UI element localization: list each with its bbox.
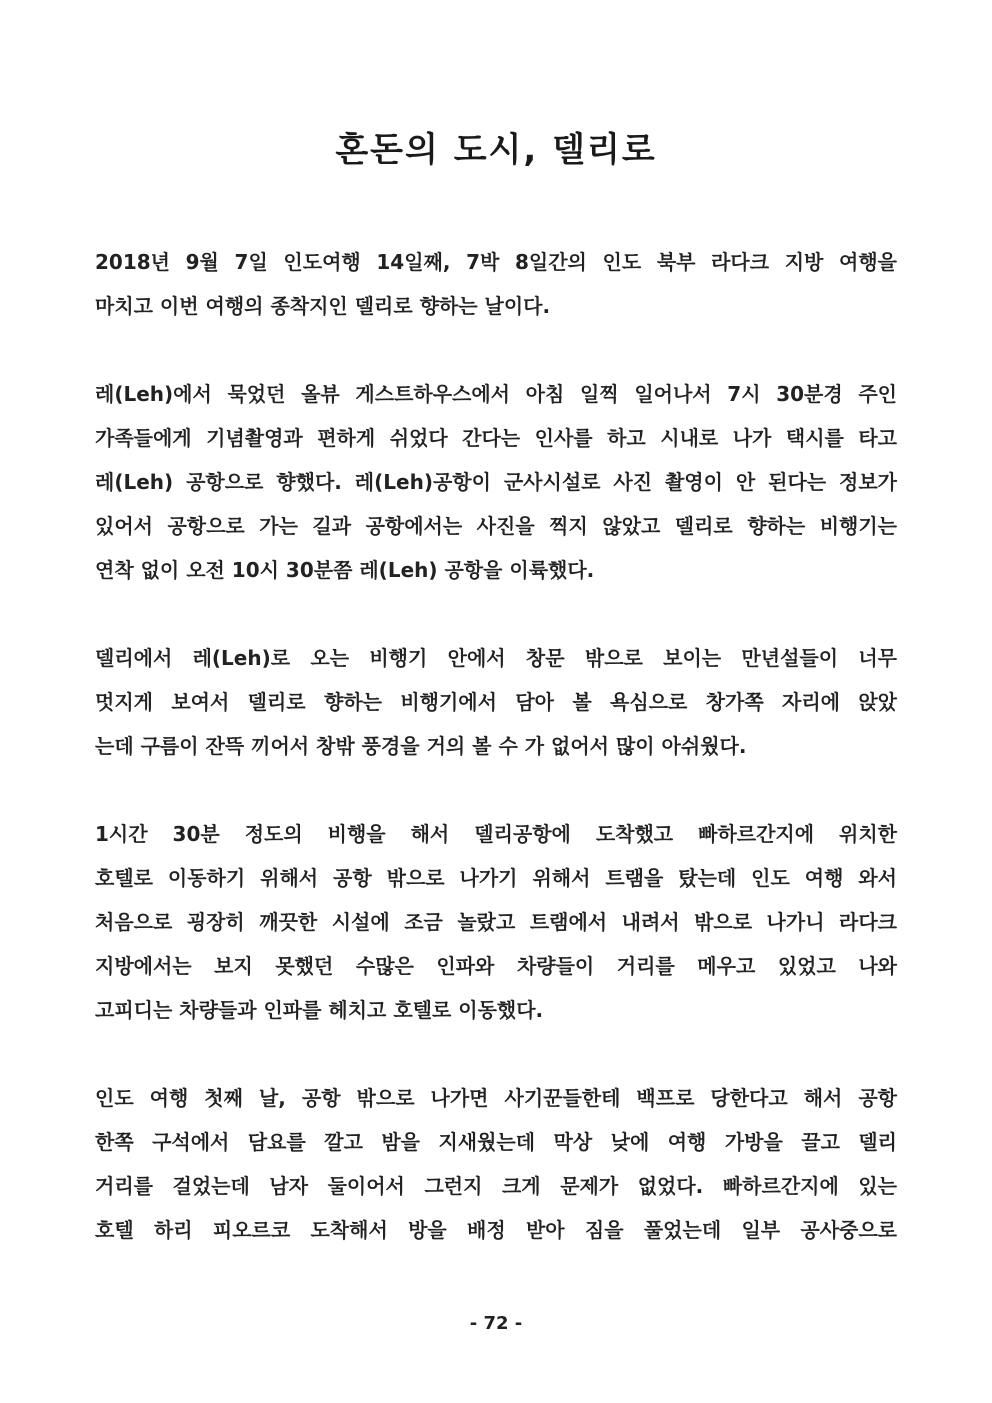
paragraph-line: 2018년 9월 7일 인도여행 14일째, 7박 8일간의 인도 북부 라다크 지방 여행을 (95, 250, 897, 274)
paragraph-line: 델리에서 레(Leh)로 오는 비행기 안에서 창문 밖으로 보이는 만년설들이 너무 (95, 646, 897, 670)
paragraph-line: 마치고 이번 여행의 종착지인 델리로 향하는 날이다. (95, 294, 551, 318)
paragraph-line: 인도 여행 첫째 날, 공항 밖으로 나가면 사기꾼들한테 백프로 당한다고 해서 공항 (95, 1086, 897, 1110)
paragraph-line: 레(Leh) 공항으로 향했다. 레(Leh)공항이 군사시설로 사진 촬영이 안 된다는 정보가 (95, 470, 897, 494)
paragraph-line: 연착 없이 오전 10시 30분쯤 레(Leh) 공항을 이륙했다. (95, 558, 595, 582)
paragraph-line: 한쪽 구석에서 담요를 깔고 밤을 지새웠는데 막상 낮에 여행 가방을 끌고 델리 (95, 1130, 897, 1154)
paragraph-line: 있어서 공항으로 가는 길과 공항에서는 사진을 찍지 않았고 델리로 향하는 비행기는 (95, 514, 897, 538)
paragraph-line: 처음으로 굉장히 깨끗한 시설에 조금 놀랐고 트램에서 내려서 밖으로 나가니 라다크 (95, 910, 897, 934)
paragraph-1 (95, 240, 897, 328)
paragraph-line: 가족들에게 기념촬영과 편하게 쉬었다 간다는 인사를 하고 시내로 나가 택시를 타고 (95, 426, 897, 450)
paragraph-2 (95, 372, 897, 592)
paragraph-line: 지방에서는 보지 못했던 수많은 인파와 차량들이 거리를 메우고 있었고 나와 (95, 954, 897, 978)
paragraph-5 (95, 1076, 897, 1252)
paragraph-line: 1시간 30분 정도의 비행을 해서 델리공항에 도착했고 빠하르간지에 위치한 (95, 822, 897, 846)
paragraph-line: 멋지게 보여서 델리로 향하는 비행기에서 담아 볼 욕심으로 창가쪽 자리에 앉았 (95, 690, 897, 714)
page-title: 혼돈의 도시, 델리로 (335, 130, 657, 170)
paragraph-line: 레(Leh)에서 묵었던 올뷰 게스트하우스에서 아침 일찍 일어나서 7시 30분경 주인 (95, 382, 897, 406)
paragraph-4 (95, 812, 897, 1032)
paragraph-3 (95, 636, 897, 768)
paragraph-line: 고피디는 차량들과 인파를 헤치고 호텔로 이동했다. (95, 998, 544, 1022)
paragraph-line: 는데 구름이 잔뜩 끼어서 창밖 풍경을 거의 볼 수 가 없어서 많이 아쉬웠다. (95, 734, 747, 758)
paragraph-line: 호텔 하리 피오르코 도착해서 방을 배정 받아 짐을 풀었는데 일부 공사중으로 (95, 1218, 897, 1242)
paragraph-line: 호텔로 이동하기 위해서 공항 밖으로 나가기 위해서 트램을 탔는데 인도 여행 와서 (95, 866, 897, 890)
paragraph-line: 거리를 걸었는데 남자 둘이어서 그런지 크게 문제가 없었다. 빠하르간지에 있는 (95, 1174, 897, 1198)
page-number: - 72 - (469, 1313, 523, 1334)
body-text (95, 240, 897, 1296)
